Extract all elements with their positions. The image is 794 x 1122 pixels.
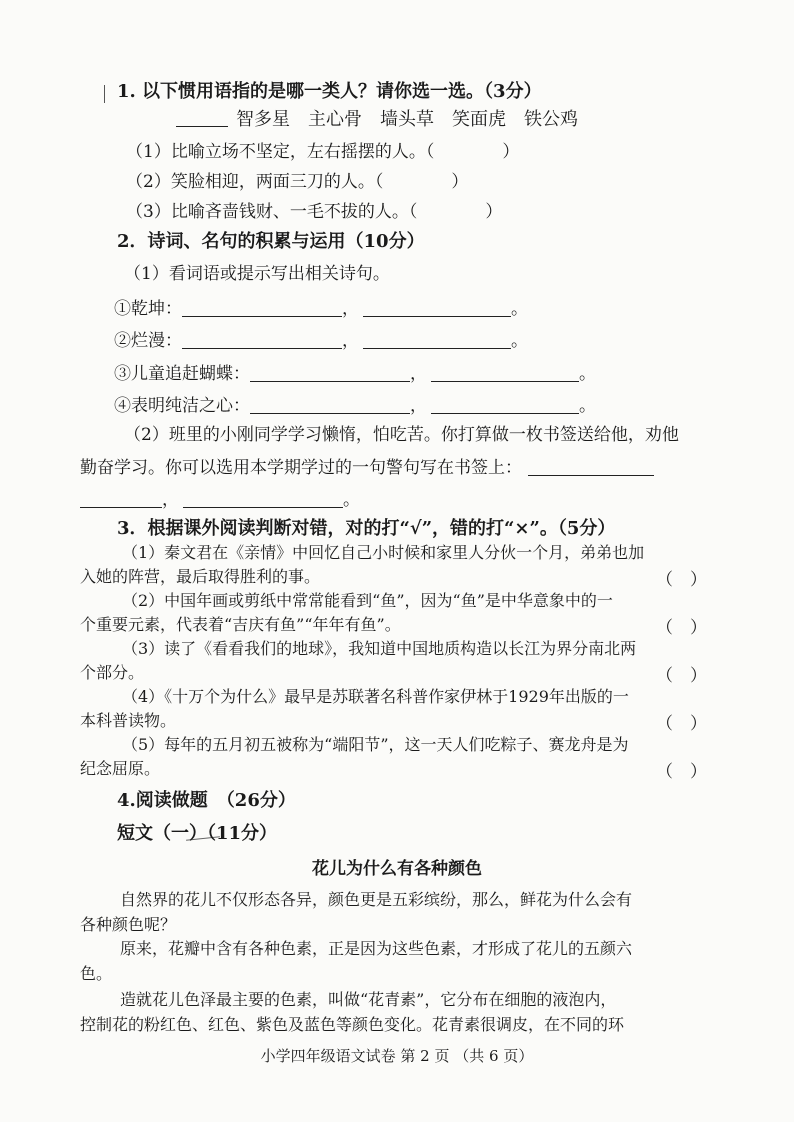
q2-item-3-label: ③儿童追赶蝴蝶：: [114, 364, 250, 384]
q3-item-3-l2: 个部分。: [80, 663, 145, 682]
q1-item-3: （3）比喻吝啬钱财、一毛不拔的人。（ ）: [126, 202, 503, 222]
q2-item-4-blank-a[interactable]: [250, 395, 410, 414]
q2-item-4: [114, 394, 596, 418]
period: 。: [579, 396, 596, 416]
q3-item-4-answer[interactable]: （ ）: [656, 714, 707, 734]
comma: ，: [162, 490, 179, 510]
page-footer: 小学四年级语文试卷 第 2 页 （共 6 页）: [260, 1047, 534, 1065]
q1-heading: 1. 以下惯用语指的是哪一类人？请你选一选。（3分）: [117, 81, 542, 102]
q2-item-2-label: ②烂漫：: [114, 331, 182, 351]
q4-passage-label: 短文（一）（11分）: [117, 823, 278, 844]
margin-mark: [104, 85, 105, 103]
q1-item-1: （1）比喻立场不坚定，左右摇摆的人。（ ）: [126, 142, 520, 162]
period: 。: [511, 331, 528, 351]
comma: ，: [410, 396, 427, 416]
passage-line-4: 色。: [80, 964, 113, 983]
q1-answer-blank[interactable]: [176, 108, 228, 127]
q2-bookmark-blank-a[interactable]: [528, 457, 654, 476]
q3-item-4-l2: 本科普读物。: [80, 711, 177, 730]
q3-item-5-answer[interactable]: （ ）: [656, 762, 707, 782]
q2-item-1-blank-b[interactable]: [363, 298, 511, 317]
q3-heading: 3．根据课外阅读判断对错，对的打“√”，错的打“×”。（5分）: [117, 518, 616, 539]
q3-item-3-l1: （3）读了《看看我们的地球》，我知道中国地质构造以长江为界分南北两: [122, 639, 637, 658]
q3-item-1-l2: 入她的阵营，最后取得胜利的事。: [80, 567, 321, 586]
q2-item-1: [114, 297, 528, 321]
period: 。: [579, 364, 596, 384]
q2-item-4-blank-b[interactable]: [431, 395, 579, 414]
q2-item-3-blank-a[interactable]: [250, 363, 410, 382]
q1-item-2: （2）笑脸相迎，两面三刀的人。（ ）: [126, 172, 469, 192]
q3-item-1-answer[interactable]: （ ）: [656, 570, 707, 590]
passage-line-6: 控制花的粉红色、红色、紫色及蓝色等颜色变化。花青素很调皮，在不同的环: [80, 1015, 625, 1034]
q2-item-3-blank-b[interactable]: [431, 363, 579, 382]
q3-item-2-l1: （2）中国年画或剪纸中常常能看到“鱼”，因为“鱼”是中华意象中的一: [122, 591, 613, 610]
q3-item-5-l2: 纪念屈原。: [80, 759, 161, 778]
q2-heading: 2．诗词、名句的积累与运用（10分）: [117, 231, 425, 252]
period: 。: [343, 490, 360, 510]
q3-item-2-answer[interactable]: （ ）: [656, 618, 707, 638]
comma: ，: [342, 299, 359, 319]
q2-item-2-blank-a[interactable]: [182, 330, 342, 349]
q3-item-3-answer[interactable]: （ ）: [656, 666, 707, 686]
period: 。: [511, 299, 528, 319]
passage-line-5: 造就花儿色泽最主要的色素，叫做“花青素”，它分布在细胞的液泡内，: [120, 990, 617, 1009]
q2-bookmark-blank-b[interactable]: [80, 489, 162, 508]
q2-item-3: [114, 362, 596, 386]
q2-sub2-line3: [80, 488, 360, 512]
q3-item-1-l1: （1）秦文君在《亲情》中回忆自己小时候和家里人分伙一个月，弟弟也加: [122, 543, 645, 562]
passage-line-3: 原来，花瓣中含有各种色素，正是因为这些色素，才形成了花儿的五颜六: [120, 939, 633, 958]
q2-item-1-label: ①乾坤：: [114, 299, 182, 319]
q2-sub2-line2-text: 勤奋学习。你可以选用本学期学过的一句警句写在书签上：: [80, 458, 522, 478]
passage-line-2: 各种颜色呢？: [80, 915, 177, 934]
q3-item-5-l1: （5）每年的五月初五被称为“端阳节”，这一天人们吃粽子、赛龙舟是为: [122, 735, 629, 754]
passage-line-1: 自然界的花儿不仅形态各异，颜色更是五彩缤纷，那么，鲜花为什么会有: [120, 890, 633, 909]
q2-sub1: （1）看词语或提示写出相关诗句。: [124, 264, 390, 284]
q2-item-2-blank-b[interactable]: [363, 330, 511, 349]
q4-heading: 4.阅读做题 （26分）: [117, 790, 296, 811]
q3-item-2-l2: 个重要元素，代表着“吉庆有鱼”“年年有鱼”。: [80, 615, 401, 634]
q1-options: 智多星 主心骨 墙头草 笑面虎 铁公鸡: [236, 109, 578, 130]
comma: ，: [410, 364, 427, 384]
passage-title: 花儿为什么有各种颜色: [312, 859, 482, 879]
q2-item-1-blank-a[interactable]: [182, 298, 342, 317]
q3-item-4-l1: （4）《十万个为什么》最早是苏联著名科普作家伊林于1929年出版的一: [122, 687, 629, 706]
q2-item-2: [114, 329, 528, 353]
q2-item-4-label: ④表明纯洁之心：: [114, 396, 250, 416]
q2-sub2-line1: （2）班里的小刚同学学习懒惰，怕吃苦。你打算做一枚书签送给他，劝他: [124, 425, 679, 445]
q2-bookmark-blank-c[interactable]: [183, 489, 343, 508]
q2-sub2-line2: [80, 456, 654, 480]
comma: ，: [342, 331, 359, 351]
